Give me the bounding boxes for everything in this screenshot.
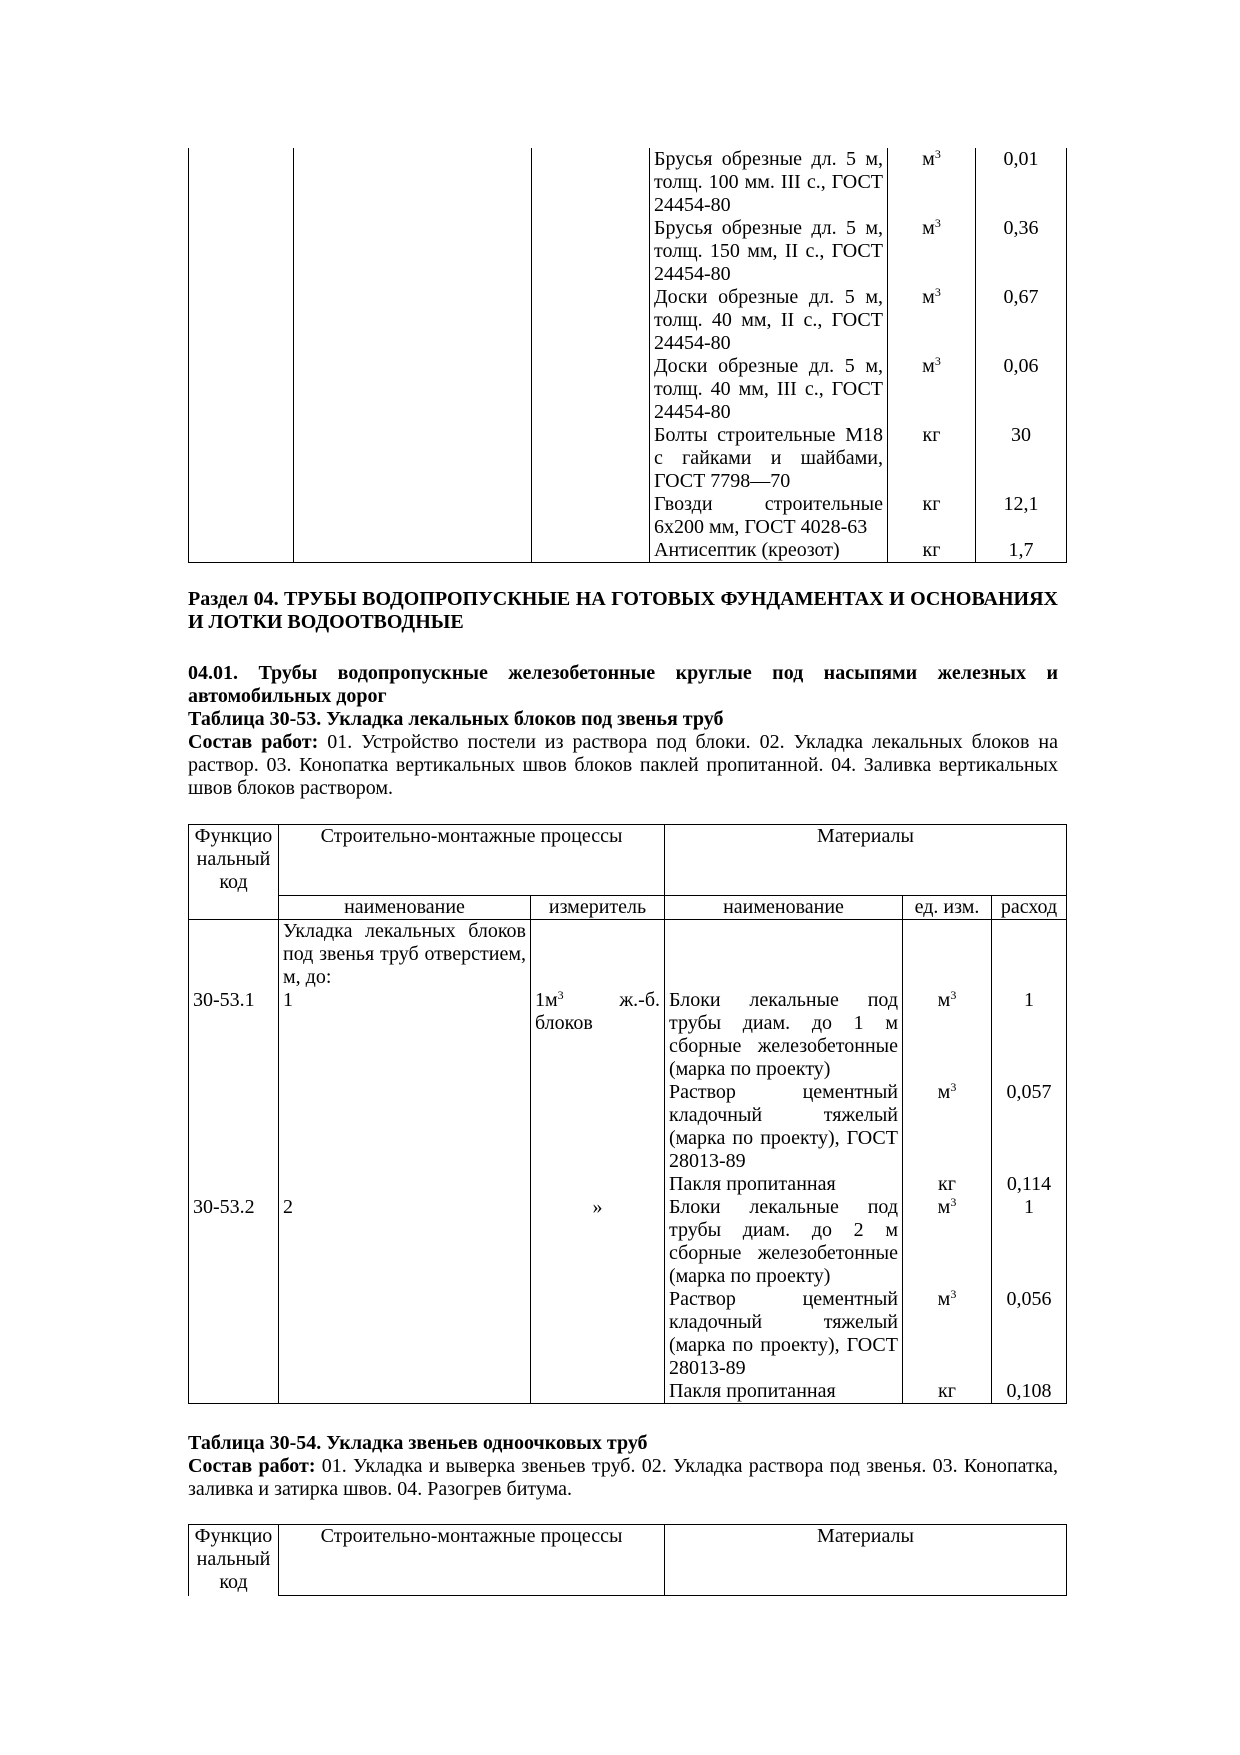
- function-code: 30-53.2: [189, 1196, 279, 1288]
- header-proc-meter: измеритель: [531, 896, 665, 920]
- empty-cell: [189, 493, 294, 539]
- empty-cell: [992, 920, 1067, 990]
- unit-superscript: 3: [950, 1287, 957, 1301]
- unit-text: м: [922, 148, 935, 170]
- process-value: 1: [279, 989, 531, 1081]
- empty-cell: [531, 1081, 665, 1173]
- material-unit: [903, 1288, 992, 1380]
- empty-cell: [532, 493, 650, 539]
- process-intro: Укладка лекальных блоков под звенья труб отверстием, м, до:: [279, 920, 531, 990]
- process-value: 2: [279, 1196, 531, 1288]
- empty-cell: [189, 1288, 279, 1380]
- table-row: [189, 1196, 1067, 1288]
- meter-text: »: [592, 1196, 603, 1218]
- empty-cell: [294, 217, 532, 286]
- unit-superscript: 3: [934, 285, 941, 299]
- empty-cell: [189, 286, 294, 355]
- empty-cell: [532, 355, 650, 424]
- table-row: [189, 355, 1067, 424]
- empty-cell: [294, 493, 532, 539]
- unit-text: м: [922, 286, 935, 308]
- table-53-title: Таблица 30-53. Укладка лекальных блоков под звенья труб: [188, 708, 724, 730]
- empty-cell: [532, 148, 650, 217]
- unit-text: м: [937, 1196, 951, 1218]
- empty-cell: [189, 920, 279, 990]
- material-name: Пакля пропитанная: [665, 1380, 903, 1404]
- unit-superscript: 3: [934, 216, 941, 230]
- empty-cell: [531, 920, 665, 990]
- empty-cell: [189, 1380, 279, 1404]
- table-30-53: [188, 824, 1067, 1404]
- table-53-work-composition: [188, 731, 1058, 800]
- material-name: Брусья обрезные дл. 5 м, толщ. 150 мм, II с., ГОСТ 24454-80: [650, 217, 888, 286]
- header-processes: Строительно-монтажные процессы: [279, 1525, 665, 1596]
- empty-cell: [189, 424, 294, 493]
- material-unit: [903, 1196, 992, 1288]
- function-code: 30-53.1: [189, 989, 279, 1081]
- meter-rest: ж.-б. блоков: [535, 989, 660, 1034]
- empty-cell: [532, 286, 650, 355]
- header-mat-unit: ед. изм.: [903, 896, 992, 920]
- header-processes: Строительно-монтажные процессы: [279, 825, 665, 896]
- unit-text: кг: [922, 539, 941, 561]
- subsection-title: 04.01. Трубы водопропускные железобетонные круглые под насыпями железных и автомобильных дорог: [188, 662, 1058, 707]
- material-qty: 0,67: [976, 286, 1067, 355]
- table-row: [189, 1081, 1067, 1173]
- header-materials: Материалы: [665, 1525, 1067, 1596]
- header-mat-name: наименование: [665, 896, 903, 920]
- empty-cell: [294, 424, 532, 493]
- unit-text: кг: [922, 493, 941, 515]
- unit-text: м: [937, 1081, 951, 1103]
- process-meter: [531, 989, 665, 1081]
- empty-cell: [665, 920, 903, 990]
- material-unit: [888, 148, 976, 217]
- work-text: 01. Устройство постели из раствора под блоки. 02. Укладка лекальных блоков на раствор. 03. Конопатка вертикальных швов блоков паклей пропитанной. 04. Заливка вертикальных швов блоков раствором.: [188, 731, 1058, 799]
- table-30-54: [188, 1524, 1067, 1596]
- material-qty: 0,06: [976, 355, 1067, 424]
- empty-cell: [294, 286, 532, 355]
- unit-text: м: [922, 355, 935, 377]
- material-unit: [903, 1081, 992, 1173]
- material-name: Гвозди строительные 6х200 мм, ГОСТ 4028-63: [650, 493, 888, 539]
- empty-cell: [279, 1173, 531, 1196]
- table-row: [189, 493, 1067, 539]
- table-row: [189, 424, 1067, 493]
- work-label: Состав работ:: [188, 1455, 316, 1477]
- material-qty: 1,7: [976, 539, 1067, 563]
- empty-cell: [279, 1081, 531, 1173]
- material-qty: 0,36: [976, 217, 1067, 286]
- table-row: [189, 148, 1067, 217]
- material-name: Раствор цементный кладочный тяжелый (марка по проекту), ГОСТ 28013-89: [665, 1081, 903, 1173]
- material-name: Болты строительные М18 с гайками и шайбами, ГОСТ 7798—70: [650, 424, 888, 493]
- header-code: Функцио нальный код: [189, 1525, 279, 1596]
- unit-superscript: 3: [934, 147, 941, 161]
- empty-cell: [279, 1380, 531, 1404]
- table-row: [189, 1288, 1067, 1380]
- header-materials: Материалы: [665, 825, 1067, 896]
- table-row: [189, 920, 1067, 990]
- material-qty: 0,057: [992, 1081, 1067, 1173]
- empty-cell: [189, 217, 294, 286]
- empty-cell: [532, 217, 650, 286]
- material-unit: [903, 1380, 992, 1404]
- empty-cell: [532, 539, 650, 563]
- material-name: Пакля пропитанная: [665, 1173, 903, 1196]
- material-unit: [888, 539, 976, 563]
- unit-text: м: [922, 217, 935, 239]
- material-qty: 0,108: [992, 1380, 1067, 1404]
- table-row: [189, 1380, 1067, 1404]
- empty-cell: [531, 1288, 665, 1380]
- empty-cell: [189, 1173, 279, 1196]
- section-title: Раздел 04. ТРУБЫ ВОДОПРОПУСКНЫЕ НА ГОТОВЫХ ФУНДАМЕНТАХ И ОСНОВАНИЯХ И ЛОТКИ ВОДООТВОДНЫЕ: [188, 588, 1058, 633]
- unit-superscript: 3: [950, 1080, 957, 1094]
- material-name: Раствор цементный кладочный тяжелый (марка по проекту), ГОСТ 28013-89: [665, 1288, 903, 1380]
- header-code: Функцио нальный код: [189, 825, 279, 920]
- empty-cell: [294, 355, 532, 424]
- table-row: [189, 217, 1067, 286]
- table-row: [189, 989, 1067, 1081]
- continuation-table: [188, 148, 1067, 563]
- unit-text: м: [937, 989, 951, 1011]
- empty-cell: [279, 1288, 531, 1380]
- meter-text: 1м: [535, 989, 558, 1011]
- unit-text: м: [937, 1288, 951, 1310]
- empty-cell: [531, 1173, 665, 1196]
- material-name: Блоки лекальные под трубы диам. до 1 м сборные железобетонные (марка по проекту): [665, 989, 903, 1081]
- material-qty: 12,1: [976, 493, 1067, 539]
- table-54-work-composition: [188, 1455, 1058, 1501]
- work-text: 01. Укладка и выверка звеньев труб. 02. Укладка раствора под звенья. 03. Конопатка, заливка и затирка швов. 04. Разогрев битума.: [188, 1455, 1058, 1500]
- table-row: [189, 539, 1067, 563]
- material-unit: [888, 493, 976, 539]
- material-name: Блоки лекальные под трубы диам. до 2 м сборные железобетонные (марка по проекту): [665, 1196, 903, 1288]
- material-qty: 1: [992, 989, 1067, 1081]
- material-unit: [888, 424, 976, 493]
- empty-cell: [189, 355, 294, 424]
- material-unit: [888, 217, 976, 286]
- empty-cell: [189, 148, 294, 217]
- unit-text: кг: [938, 1380, 956, 1402]
- material-unit: [888, 355, 976, 424]
- process-meter: [531, 1196, 665, 1288]
- empty-cell: [532, 424, 650, 493]
- header-mat-qty: расход: [992, 896, 1067, 920]
- material-name: Антисептик (креозот): [650, 539, 888, 563]
- unit-superscript: 3: [950, 1195, 957, 1209]
- empty-cell: [294, 148, 532, 217]
- material-name: Доски обрезные дл. 5 м, толщ. 40 мм, III с., ГОСТ 24454-80: [650, 355, 888, 424]
- table-row: [189, 286, 1067, 355]
- work-label: Состав работ:: [188, 731, 319, 753]
- material-qty: 0,056: [992, 1288, 1067, 1380]
- unit-text: кг: [938, 1173, 956, 1195]
- empty-cell: [189, 539, 294, 563]
- material-name: Доски обрезные дл. 5 м, толщ. 40 мм, II с., ГОСТ 24454-80: [650, 286, 888, 355]
- unit-superscript: 3: [950, 988, 957, 1002]
- material-qty: 0,01: [976, 148, 1067, 217]
- header-proc-name: наименование: [279, 896, 531, 920]
- material-qty: 0,114: [992, 1173, 1067, 1196]
- empty-cell: [531, 1380, 665, 1404]
- empty-cell: [189, 1081, 279, 1173]
- material-qty: 30: [976, 424, 1067, 493]
- table-row: [189, 1173, 1067, 1196]
- material-name: Брусья обрезные дл. 5 м, толщ. 100 мм. III с., ГОСТ 24454-80: [650, 148, 888, 217]
- material-qty: 1: [992, 1196, 1067, 1288]
- table-54-title: Таблица 30-54. Укладка звеньев одноочковых труб: [188, 1432, 648, 1454]
- empty-cell: [294, 539, 532, 563]
- material-unit: [903, 1173, 992, 1196]
- unit-text: кг: [922, 424, 941, 446]
- unit-superscript: 3: [934, 354, 941, 368]
- material-unit: [903, 989, 992, 1081]
- empty-cell: [903, 920, 992, 990]
- material-unit: [888, 286, 976, 355]
- meter-superscript: 3: [557, 988, 564, 1002]
